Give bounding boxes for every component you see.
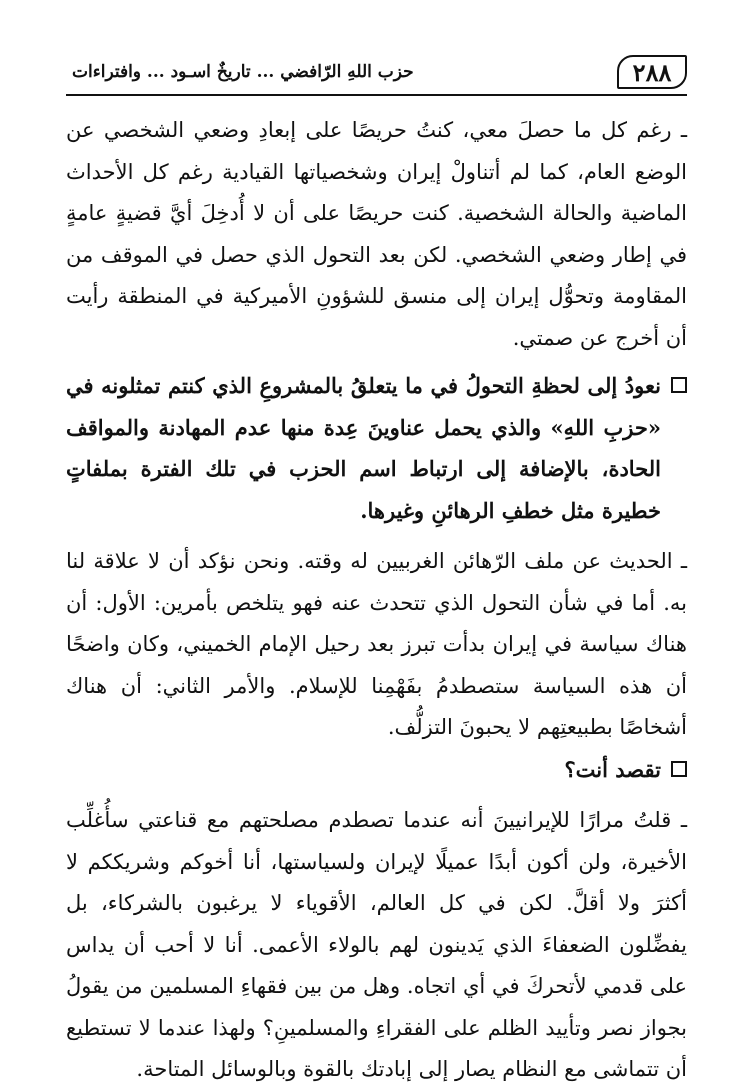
running-title: حزب اللهِ الرّافضي ... تاريخٌ اسـود ... وافتراءات — [72, 62, 414, 82]
answer-paragraph-3: ـ قلتُ مرارًا للإيرانيينَ أنه عندما تصطدم مصلحتهم مع قناعتي سأُغلِّب الأخيرة، ولن أكون أبدًا عميلًا لإيران ولسياستها، أنا أخوكم وشريككم لا أكثرَ ولا أقلَّ. لكن في كل العالم، الأقوياء لا يرغبون بالشركاء، بل يفضِّلون الضعفاءَ الذي يَدينون لهم بالولاء الأعمى. أنا لا أحب أن يداس على قدمي لأتحركَ في أي اتجاه. وهل من بين فقهاءِ المسلمين من يقولُ بجواز نصر وتأييد الظلم على الفقراءِ والمسلمينِ؟ ولهذا عندما لا تستطيع أن تتماشى مع النظام يصار إلى إبادتك بالقوة وبالوسائل المتاحة. — [66, 808, 687, 1081]
page-body — [66, 110, 687, 1091]
page-number: ٢٨٨ — [617, 55, 687, 89]
question-text-2: نعودُ إلى لحظةِ التحولُ في ما يتعلقُ بالمشروعِ الذي كنتم تمثلونه في «حزبِ اللهِ» والذي يحمل عناوينَ عِدة منها عدم المهادنة والمواقف الحادة، بالإضافة إلى ارتباط اسم الحزب في تلك الفترة بملفاتٍ خطيرة مثل خطفِ الرهائنِ وغيرها. — [66, 373, 661, 523]
question-block-3 — [66, 749, 687, 791]
checkbox-bullet-icon — [671, 377, 687, 393]
question-text-3: تقصد أنت؟ — [564, 756, 661, 782]
question-block-2 — [66, 365, 687, 531]
page-header — [66, 50, 687, 94]
answer-paragraph-1: ـ رغم كل ما حصلَ معي، كنتُ حريصًا على إبعادِ وضعي الشخصي عن الوضع العام، كما لم أتناولْ إيران وشخصياتها القيادية رغم كل الأحداث الماضية والحالة الشخصية. كنت حريصًا على أن لا أُدخِلَ أيَّ قضيةٍ عامةٍ في إطار وضعي الشخصي. لكن بعد التحول الذي حصل في الموقف من المقاومة وتحوُّل إيران إلى منسق للشؤونِ الأميركية في المنطقة رأيت أن أخرج عن صمتي. — [66, 118, 687, 350]
header-divider — [66, 94, 687, 96]
checkbox-bullet-icon — [671, 761, 687, 777]
answer-paragraph-2: ـ الحديث عن ملف الرّهائن الغربيين له وقته. ونحن نؤكد أن لا علاقة لنا به. أما في شأن التحول الذي تتحدث عنه فهو يتلخص بأمرين: الأول: أن هناك سياسة في إيران بدأت تبرز بعد رحيل الإمام الخميني، وكان واضحًا أن هذه السياسة ستصطدمُ بفَهْمِنا للإسلام. والأمر الثاني: أن هناك أشخاصًا بطبيعتِهم لا يحبونَ التزلُّف. — [66, 549, 687, 739]
